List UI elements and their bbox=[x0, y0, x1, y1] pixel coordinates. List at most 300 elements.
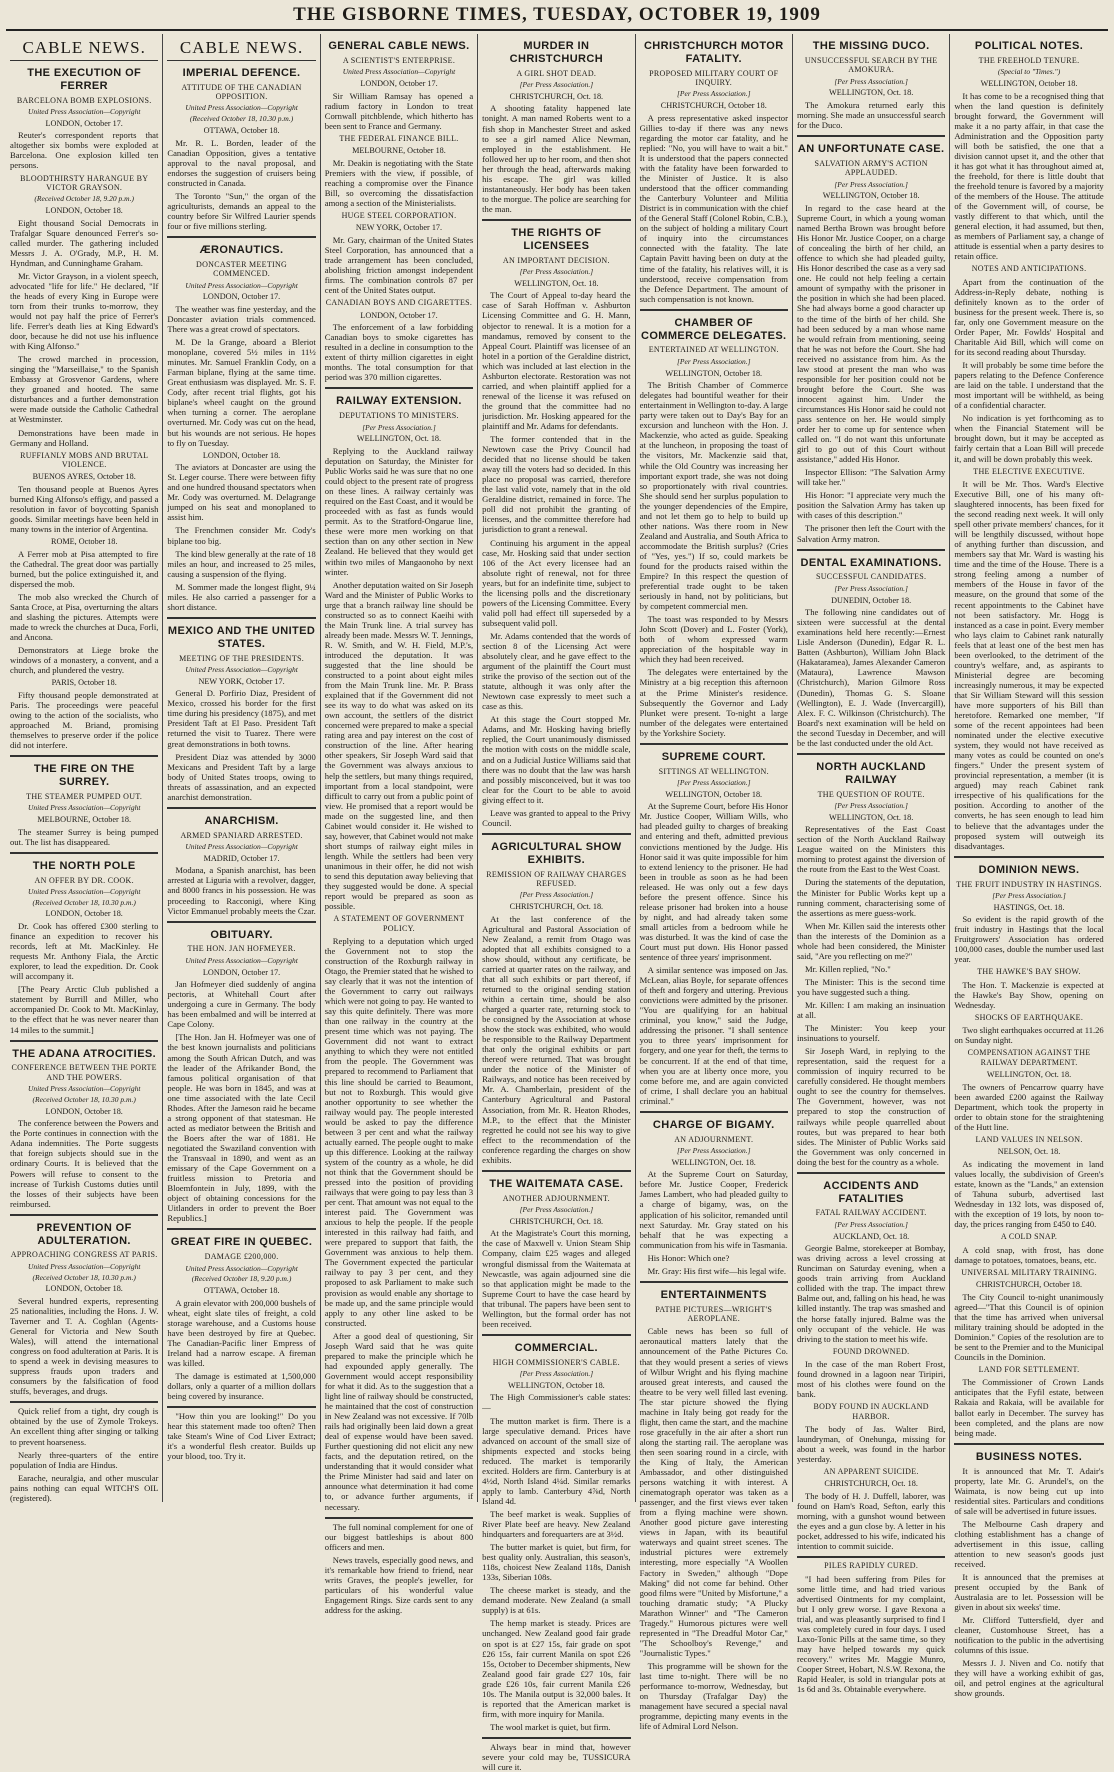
dateline: NEW YORK, October 17. bbox=[355, 223, 443, 233]
article-subhead: CONFERENCE BETWEEN THE PORTE AND THE POWERS. bbox=[11, 1063, 157, 1082]
dateline: WELLINGTON, Oct. 18. bbox=[829, 88, 914, 98]
article-paragraph: A similar sentence was imposed on Jas. McLean, alias Boyle, for separate offences of theft and forgery and uttering. Previous convictions were admitted by the prisoner. "You are qualifying for an habitual criminal, you know," said the Judge, addressing the prisoner. "I shall sentence you to three years' imprisonment for forgery, and one year for theft, the terms to be concurrent. If at the end of that time, when you are at liberty once more, you come before me, and are again convicted of crime, I shall declare you an habitual criminal." bbox=[639, 965, 788, 1106]
article-subhead: THE QUESTION OF ROUTE. bbox=[817, 789, 925, 799]
article-paragraph: The Melbourne Cash drapery and clothing establishment has a change of advertisement in this issue, calling attention to new season's goods just received. bbox=[954, 1518, 1104, 1569]
article-paragraph: Representatives of the East Coast section of the North Auckland Railway League waited on the Ministers this morning to protest against the diversion of the route from the East to the West Coast. bbox=[796, 824, 946, 875]
article-paragraph: Jan Hofmeyer died suddenly of angina pectoris, at Whitehall Court after undergoing a cure in Germany. The body has been embalmed and will be interred at Cape Colony. bbox=[167, 979, 316, 1030]
article-headline: AGRICULTURAL SHOW EXHIBITS. bbox=[491, 840, 622, 866]
article-subhead: LAND VALUES IN NELSON. bbox=[975, 1134, 1083, 1144]
article-paragraph: The body of H. J. Duffell, laborer, was found on Ham's Road, Sefton, early this morning, with a gunshot wound between the eyes and a gun close by. A letter in his pocket, addressed to his wife, indicated his intention to commit suicide. bbox=[796, 1491, 946, 1552]
article-subhead: RUFFIANLY MOBS AND BRUTAL VIOLENCE. bbox=[20, 450, 149, 469]
column-5 bbox=[636, 34, 793, 1732]
article-subhead: SITTINGS AT WELLINGTON. bbox=[658, 766, 769, 776]
dateline: WELLINGTON, Oct. 18. bbox=[671, 1157, 756, 1167]
article-paragraph: Several hundred experts, representing 25 nationalities, including the Hons. J. W. Taverner and T. A. Coghlan (Agents-General for Victoria and New South Wales), will attend the international congress on food adulteration at Paris. It is to spend a week in devising measures to suppress frauds upon traders and consumers by the falsification of food stuffs, beverages, and drugs. bbox=[10, 1295, 159, 1397]
dateline: CHRISTCHURCH, Oct. 18. bbox=[509, 1216, 604, 1226]
article-subhead: THE FEDERAL FINANCE BILL. bbox=[339, 133, 459, 143]
dateline: WELLINGTON, Oct. 18. bbox=[356, 434, 442, 444]
section-rule bbox=[482, 1170, 630, 1172]
article-subhead: ARMED SPANIARD ARRESTED. bbox=[180, 830, 303, 840]
article-headline: THE RIGHTS OF LICENSEES bbox=[511, 226, 602, 252]
dateline: CHRISTCHURCH, Oct. 18. bbox=[824, 1479, 918, 1489]
dateline: LONDON, October 17. bbox=[202, 967, 281, 977]
article-subhead: FATAL RAILWAY ACCIDENT. bbox=[815, 1208, 927, 1218]
dateline: LONDON, October 18. bbox=[202, 450, 281, 460]
article-subhead: SUCCESSFUL CANDIDATES. bbox=[815, 572, 927, 582]
article-headline: OBITUARY. bbox=[210, 928, 273, 941]
press-credit: [Per Press Association.] bbox=[834, 800, 908, 810]
article-headline: AN UNFORTUNATE CASE. bbox=[797, 143, 945, 156]
article-headline: ÆRONAUTICS. bbox=[199, 244, 284, 256]
article-paragraph: Two slight earthquakes occurred at 11.26 on Sunday night. bbox=[954, 1025, 1104, 1046]
article-paragraph: Inspector Ellison: "The Salvation Army will take her." bbox=[796, 467, 946, 488]
column-4 bbox=[478, 34, 635, 1772]
article-paragraph: The beef market is weak. Supplies of River Plate beef are heavy. New Zealand hindquarters and forequarters are at 3½d. bbox=[482, 1508, 631, 1540]
dateline: WELLINGTON, Oct. 18. bbox=[829, 812, 914, 822]
article-paragraph: Mr. Deakin is negotiating with the State Premiers with the view, if possible, of reaching a compromise over the Finance Bill, so overcoming the dissatisfaction among a section of the Ministerialists. bbox=[324, 157, 474, 208]
section-rule bbox=[797, 1556, 945, 1558]
article-subhead: COMPENSATION AGAINST THE RAILWAY DEPARTMENT. bbox=[967, 1048, 1091, 1067]
article-paragraph: The Frenchmen consider Mr. Cody's biplane too big. bbox=[167, 525, 316, 546]
section-rule bbox=[482, 833, 630, 835]
article-paragraph: The following nine candidates out of sixteen were successful at the dental examinations held here recently:—Ernest Lisle Anderson (Dunedin), Edgar R. L. Batten (Ashburton), William John Black (Hakataramea), James Alexander Cameron (Mataura), Lawrence Mawson (Christchurch), Marion Gilmore Ross (Dunedin), Thomas G. S. Sloane (Wellington), E. J. Wade (Invercargill), Alex. F. C. Wilkinson (Christchurch). The Board's next examination will be held on the second Tuesday in December, and will be the last conducted under the old Act. bbox=[796, 607, 946, 748]
article-subhead: PATHE PICTURES—WRIGHT'S AEROPLANE. bbox=[655, 1304, 773, 1324]
article-headline: SUPREME COURT. bbox=[661, 750, 766, 763]
article-paragraph: Demonstrators at Liege broke the windows of a monastery, a convent, and a church, and plundered the vestry. bbox=[10, 645, 159, 676]
article-subhead: AN APPARENT SUICIDE. bbox=[823, 1467, 919, 1477]
press-credit: United Press Association—Copyright bbox=[185, 280, 298, 290]
article-subhead: BODY FOUND IN AUCKLAND HARBOR. bbox=[813, 1402, 929, 1421]
article-paragraph: The conference between the Powers and the Porte continues in connection with the Adana indemnities. The Porte suggests that foreign subjects should sue in the ordinary Courts. It is believed that the Powers will refuse to consent to the increase of Turkish Customs duties until the losses of their subjects have been reimbursed. bbox=[10, 1118, 159, 1209]
dateline: ROME, October 18. bbox=[50, 537, 118, 547]
article-paragraph: The Minister: You keep your insinuations to yourself. bbox=[796, 1023, 946, 1044]
section-rule bbox=[167, 1228, 315, 1230]
dateline: LONDON, October 17. bbox=[360, 78, 438, 88]
article-subhead: THE FREEHOLD TENURE. bbox=[978, 55, 1080, 65]
article-paragraph: Sir Joseph Ward, in replying to the representation, said the request for a commission of inquiry recurred to be carefully considered. He thought members ought to see the country for themselves. The Government, however, was not prepared to stop the construction of railways while people quarrelled about routes, but was prepared to hear both sides. The Minister of Public Works said the Government was only concerned in doing the best for the country as a whole. bbox=[796, 1046, 946, 1167]
article-headline: BUSINESS NOTES. bbox=[975, 1450, 1083, 1463]
article-paragraph: A grain elevator with 200,000 bushels of wheat, eight slate tiles of freight, a cold storage warehouse, and a Customs house have been destroyed by fire at Quebec. The Canadian-Pacific liner Empress of Ireland had a narrow escape. A fireman was killed. bbox=[167, 1297, 316, 1368]
dateline: WELLINGTON, October 18. bbox=[665, 368, 763, 378]
article-headline: CHAMBER OF COMMERCE DELEGATES. bbox=[641, 316, 787, 342]
article-subhead: MEETING OF THE PRESIDENTS. bbox=[179, 653, 305, 663]
article-headline: THE MISSING DUCO. bbox=[812, 40, 930, 52]
press-credit: [Per Press Association.] bbox=[676, 89, 751, 99]
article-subhead: THE HON. JAN HOFMEYER. bbox=[187, 944, 296, 954]
press-credit: [Per Press Association.] bbox=[834, 179, 908, 189]
article-subhead: ENTERTAINED AT WELLINGTON. bbox=[648, 345, 779, 355]
masthead-rule bbox=[6, 29, 1108, 31]
article-subhead: DEPUTATIONS TO MINISTERS. bbox=[339, 411, 459, 421]
article-paragraph: The full nominal complement for one of our biggest battleships is about 800 officers and men. bbox=[324, 1521, 474, 1552]
masthead: THE GISBORNE TIMES, TUESDAY, OCTOBER 19, 1909 bbox=[293, 4, 821, 25]
article-paragraph: The Hon. T. Mackenzie is expected at the Hawke's Bay Show, opening on Wednesday. bbox=[954, 979, 1104, 1010]
press-credit: (Received October 18, 10.30 p.m.) bbox=[189, 114, 294, 124]
article-paragraph: Always bear in mind that, however severe your cold may be, TUSSICURA will cure it. bbox=[482, 1741, 631, 1772]
dateline: WELLINGTON, October 18. bbox=[980, 78, 1078, 88]
article-subhead: A SCIENTIST'S ENTERPRISE. bbox=[342, 55, 456, 65]
article-subhead: SHOCKS OF EARTHQUAKE. bbox=[974, 1012, 1084, 1022]
section-rule bbox=[797, 753, 945, 755]
article-paragraph: The mutton market is firm. There is a large speculative demand. Prices have advanced on account of the small size of shipments expected and stocks being reduced. The market is temporarily excited. Holders are firm. Canterbury is at 4½d, North Island 4¼d. Similar remarks apply to lamb. Canterbury 4⅞d, North Island 4d. bbox=[482, 1415, 631, 1506]
dateline: WELLINGTON, October 18. bbox=[508, 1380, 605, 1390]
press-credit: [Per Press Association.] bbox=[519, 80, 594, 90]
article-headline: ENTERTAINMENTS bbox=[660, 1288, 767, 1301]
section-rule bbox=[325, 387, 473, 389]
article-paragraph: The toast was responded to by Messrs John Scott (Dover) and L. Foster (York), both of whom expressed warm appreciation of the hospitable way in which they had been received. bbox=[639, 614, 788, 665]
article-paragraph: "How thin you are looking!" Do you hear this statement made too often? Then take Steam's Wine of Cod Liver Extract; it's a wonderful flesh creator. Builds up your blood, too. Try it. bbox=[167, 1411, 316, 1462]
article-subhead: LAND FOR SETTLEMENT. bbox=[978, 1365, 1080, 1374]
article-paragraph: The steamer Surrey is being pumped out. The list has disappeared. bbox=[10, 826, 159, 847]
article-paragraph: It will probably be some time before the papers relating to the Defence Conference are laid on the table. I understand that the most important will be withheld, as being of a confidential character. bbox=[954, 360, 1104, 411]
dateline: AUCKLAND, Oct. 18. bbox=[833, 1231, 910, 1241]
article-headline: THE ADANA ATROCITIES. bbox=[12, 1047, 157, 1060]
article-headline: MEXICO AND THE UNITED STATES. bbox=[167, 624, 316, 650]
dateline: WELLINGTON, Oct. 18. bbox=[986, 1070, 1072, 1080]
article-headline: THE NORTH POLE bbox=[32, 859, 136, 872]
dateline: NEW YORK, October 17. bbox=[198, 676, 285, 686]
press-credit: United Press Association—Copyright bbox=[27, 886, 141, 896]
article-paragraph: A press representative asked inspector Gillies to-day if there was any news regarding the motor car fatality, and he replied: "No, you will have to wait a bit." It is understood that the papers connected with the fatality have been forwarded to the Minister of Justice. It is also understood that the officer commanding the Canterbury Volunteer and Militia District is in communication with the chief of the General Staff (Colonel Robin, C.B.), on the subject of holding a military Court of inquiry into the circumstances connected with the fatality. The late Captain Pavitt having been on duty at the time of the fatality, his relatives will, it is understood, receive compensation from the Defence Department. The amount of such compensation is not known. bbox=[639, 112, 788, 304]
article-paragraph: Quick relief from a tight, dry cough is obtained by the use of Zymole Trokeys. An excellent thing after singing or talking to prevent hoarseness. bbox=[10, 1406, 159, 1447]
article-paragraph: It will be Mr. Thos. Ward's Elective Executive Bill, one of his many oft-slaughtered innocents, has been fixed for the second reading next week. It will only spell other private members' chances, for it will be lengthily discussed, without hope of anything further than discussion, and members say that Mr. Ward is wasting his time and the time of the House. There is a strong feeling among a number of members of the House in favor of the measure, on the ground that some of the recent appointments to the Cabinet have not been satisfactory. Mr. Hogg is instanced as a case in point. Every member who lays claim to Cabinet rank naturally feels that at least one of the best men has been overlooked, to the detriment of the country's welfare, and, as aspirants to Ministerial degree are becoming increasingly numerous, it may be expected that Sir William Steward will this session have more supporters of his Bill than heretofore. Remarked one member, "If some of the recent appointees had been nominated under the elective executive system, they would not have received as many votes as could be counted on one's fingers." Under the present system of provincial representation, a member (it is argued) may reach Cabinet rank irrespective of his qualifications for the position. According to another of the converts, he has seen enough to lead him to believe that the advantages under the proposed system will outweigh its disadvantages. bbox=[954, 478, 1104, 851]
article-paragraph: This programme will be shown for the last time to-night. There will be no performance to-morrow, Wednesday, but on Thursday (Trafalgar Day) the management have secured a special naval programme, depicting many events in the life of Admiral Lord Nelson. bbox=[639, 1660, 788, 1732]
article-subhead: A GIRL SHOT DEAD. bbox=[516, 68, 597, 78]
press-credit: [Per Press Association.] bbox=[519, 1369, 594, 1379]
article-paragraph: The aviators at Doncaster are using the St. Leger course. There were between fifty and one hundred thousand spectators when Mr. Cody was overturned. M. Delagrange jumped on his seat and monoplaned to assist him. bbox=[167, 462, 316, 523]
dateline: MELBOURNE, October 18. bbox=[352, 146, 446, 156]
press-credit: United Press Association—Copyright bbox=[185, 1263, 298, 1273]
press-credit: [Per Press Association.] bbox=[834, 1219, 908, 1229]
article-paragraph: A cold snap, with frost, has done damage to potatoes, tomatoes, beans, etc. bbox=[954, 1244, 1104, 1265]
article-headline: RAILWAY EXTENSION. bbox=[336, 395, 462, 408]
dateline: CHRISTCHURCH, October 18. bbox=[976, 1280, 1083, 1290]
article-paragraph: A shooting fatality happened late tonight. A man named Roberts went to a fish shop in Manchester Street and asked to see a girl named Alice Newman, employed in the establishment. He followed her up to her room, and then shot her through the head, afterwards making his escape. The girl was killed instantaneously. Her body has been taken to the morgue. The police are searching for the man. bbox=[482, 103, 631, 214]
article-subhead: APPROACHING CONGRESS AT PARIS. bbox=[10, 1250, 158, 1260]
section-rule bbox=[167, 807, 315, 809]
section-rule bbox=[954, 856, 1103, 858]
dateline: LONDON, October 17. bbox=[45, 118, 123, 128]
article-subhead: THE FRUIT INDUSTRY IN HASTINGS. bbox=[956, 879, 1102, 889]
dateline: CHRISTCHURCH, Oct. 18. bbox=[509, 91, 604, 101]
press-credit: United Press Association—Copyright bbox=[185, 842, 298, 852]
article-headline: THE FIRE ON THE SURREY. bbox=[33, 763, 135, 789]
article-subhead: UNSUCCESSFUL SEARCH BY THE AMOKURA. bbox=[804, 55, 938, 75]
article-paragraph: His Honor: Which one? bbox=[647, 1252, 730, 1263]
press-credit: [Per Press Association.] bbox=[992, 890, 1066, 900]
article-subhead: DONCASTER MEETING COMMENCED. bbox=[196, 259, 288, 279]
article-subhead: THE STEAMER PUMPED OUT. bbox=[26, 791, 143, 801]
press-credit: (Received October 18, 10.30 p.m.) bbox=[32, 897, 136, 907]
article-paragraph: Earache, neuralgia, and other muscular pains nothing can equal WITCH'S OIL (registered). bbox=[10, 1472, 159, 1503]
press-credit: [Per Press Association.] bbox=[676, 777, 751, 787]
dateline: LONDON, October 17. bbox=[360, 310, 438, 320]
article-headline: CHARGE OF BIGAMY. bbox=[652, 1118, 775, 1131]
dateline: PARIS, October 18. bbox=[51, 678, 117, 688]
article-paragraph: "I had been suffering from Piles for some little time, and had tried various advertised Ointments for my complaint, but I only grew worse. I gave Rexona a trial, and was pleasantly surprised to find I was completely cured in four days. I used Laxo-Tonic Pills at the same time, so they may have helped towards my quick recovery." writes Mr. Maggie Munro, Cooper Street, Hobart, N.S.W. Rexona, the Rapid Healer, is sold in triangular pots at 1s 6d and 3s. Obtainable everywhere. bbox=[796, 1573, 946, 1695]
section-rule bbox=[167, 921, 315, 923]
article-paragraph: Dr. Cook has offered £300 sterling to finance an expedition to recover his records, left at Mt. MacKinley. He requests Mr. Anthony Fiala, the Arctic explorer, to lead the expedition. Dr. Cook will accompany it. bbox=[10, 921, 159, 982]
article-paragraph: Reuter's correspondent reports that altogether six bombs were exploded at Barcelona. One explosion killed ten persons. bbox=[10, 130, 159, 171]
article-paragraph: M. De la Grange, aboard a Bleriot monoplane, covered 5½ miles in 11½ minutes. Mr. Samuel Franklin Cody, on a Farman biplane, flying at the same time. Great enthusiasm was displayed. Mr. S. F. Cody, after recent trial flights, got his biplane's wheel caught on the ground when turning a corner. The aeroplane overturned. Mr. Cody was cut on the head, but his wounds are not serious. He hopes to fly on Tuesday. bbox=[167, 337, 316, 448]
article-paragraph: The Commissioner of Crown Lands anticipates that the Fyfil estate, between Rakaia and Rakaia, will be available for ballot early in December. The survey has been completed, and the plans are now being made. bbox=[954, 1377, 1104, 1438]
article-paragraph: Mr. R. L. Borden, leader of the Canadian Opposition, gives a tentative approval to the naval proposal, and endorses the suggestion of cruisers being constructed in Canada. bbox=[167, 137, 316, 188]
section-rule bbox=[797, 135, 945, 137]
article-subhead: SALVATION ARMY'S ACTION APPLAUDED. bbox=[814, 158, 928, 178]
article-paragraph: Mr. Killen replied, "No." bbox=[804, 963, 891, 974]
columns bbox=[6, 34, 1108, 1772]
article-paragraph: Ten thousand people at Buenos Ayres burned King Alfonso's effigy, and passed a resolution in favor of boycotting Spanish goods. Similar meetings have been held in many towns in the interior of Argentina. bbox=[10, 483, 159, 535]
press-credit: [Per Press Association.] bbox=[519, 267, 594, 277]
article-subhead: AN IMPORTANT DECISION. bbox=[502, 255, 610, 265]
section-rule bbox=[167, 617, 315, 619]
press-credit: [Per Press Association.] bbox=[519, 890, 594, 900]
article-headline: THE EXECUTION OF FERRER bbox=[27, 66, 142, 92]
article-paragraph: Mr. Victor Grayson, in a violent speech, advocated "life for life." He declared, "If the heads of every King in Europe were torn from their trunks to-morrow, they would not pay half the price of Ferrer's life. Ferrer's death lies at King Edward's door, because he did not use his influence with King Alfonso." bbox=[10, 270, 159, 352]
article-headline: POLITICAL NOTES. bbox=[974, 40, 1084, 52]
article-subhead: A COLD SNAP. bbox=[1000, 1232, 1058, 1242]
press-credit: United Press Association—Copyright bbox=[27, 1084, 141, 1094]
article-subhead: HUGE STEEL CORPORATION. bbox=[341, 210, 457, 220]
article-headline: ACCIDENTS AND FATALITIES bbox=[823, 1179, 920, 1205]
section-rule bbox=[954, 1443, 1103, 1445]
section-banner: CABLE NEWS. bbox=[167, 38, 315, 61]
article-paragraph: No indication is yet forthcoming as to when the Financial Statement will be brought down, but it may be accepted as fairly certain that a Loan Bill will precede it, and will be down probably this week. bbox=[954, 413, 1104, 464]
column-3 bbox=[321, 34, 478, 1615]
article-headline: THE WAITEMATA CASE. bbox=[489, 1177, 624, 1190]
article-subhead: REMISSION OF RAILWAY CHARGES REFUSED. bbox=[486, 869, 627, 888]
dateline: MELBOURNE, October 18. bbox=[37, 815, 132, 825]
article-paragraph: It has come to be a recognised thing that when the land question is definitely brought forward, the Government will make it a no party affair, in that case the Administration and the Opposition party will both be satisfied, the one that a division cannot upset it, and the other that it has got what it has throughout aimed at, the freehold, for there is little doubt that the freehold tenure is favored by a majority of the members of the House. The attitude of the Government will, of course, be vastly different to that which, until the general election, it had assumed, but then, as members of Parliament say, a change of attitude is essential when a party desires to retain office. bbox=[954, 90, 1104, 262]
article-subhead: AN OFFER BY DR. COOK. bbox=[34, 875, 134, 885]
dateline: LONDON, October 17. bbox=[202, 292, 281, 302]
article-paragraph: Sir William Ramsay has opened a radium factory in London to treat Cornwall pitchblende, which hitherto has been sent to France and Germany. bbox=[324, 90, 474, 131]
article-headline: CHRISTCHURCH MOTOR FATALITY. bbox=[643, 40, 784, 65]
press-credit: United Press Association—Copyright bbox=[185, 664, 298, 674]
article-paragraph: The former contended that in the Newtown case the Privy Council had decided that no license should be taken away till the voters had so decided. In this place no proposal was carried, therefore the last valid vote, namely that in the old Geraldine district, remained in force. The poll did not prohibit the granting of licenses, and the committee therefore had jurisdiction to grant a renewal. bbox=[482, 434, 631, 535]
article-paragraph: The kind blew generally at the rate of 18 miles an hour, and increased to 25 miles, causing a suspension of the flying. bbox=[167, 548, 316, 579]
section-rule bbox=[797, 1172, 945, 1174]
dateline: HASTINGS, Oct. 18. bbox=[993, 902, 1065, 912]
dateline: LONDON, October 18. bbox=[45, 1106, 123, 1116]
article-paragraph: Replying to the Auckland railway deputation on Saturday, the Minister for Public Works said he was sure that no one could object to the present rate of progress on these lines. A railway certainly was required on the East Coast, and it would be proceeded with as fast as funds would permit. As to the Stratford-Ongarue line, these were more men working on that section than on any other section in New Zealand. He believed that they would get within two miles of Mangaonoho by next winter. bbox=[324, 446, 474, 577]
article-paragraph: Demonstrations have been made in Germany and Holland. bbox=[10, 427, 159, 448]
article-paragraph: The Toronto "Sun," the organ of the agriculturists, demands an appeal to the country before Sir Wilfred Laurier spends four or five millions sterling. bbox=[167, 190, 316, 231]
section-rule bbox=[325, 1517, 473, 1519]
article-subhead: UNIVERSAL MILITARY TRAINING. bbox=[961, 1267, 1097, 1277]
article-headline: PREVENTION OF ADULTERATION. bbox=[36, 1221, 132, 1247]
dateline: OTTAWA, October 18. bbox=[203, 1286, 280, 1296]
press-credit: [Per Press Association.] bbox=[676, 356, 751, 366]
article-subhead: CANADIAN BOYS AND CIGARETTES. bbox=[325, 298, 473, 308]
article-paragraph: So evident is the rapid growth of the fruit industry in Hastings that the local Fruitgrowers' Association has ordered 100,000 cases, double the number used last year. bbox=[954, 914, 1104, 965]
article-headline: ANARCHISM. bbox=[204, 814, 279, 827]
article-paragraph: The prisoner then left the Court with the Salvation Army matron. bbox=[796, 523, 946, 544]
article-paragraph: In the case of the man Robert Frost, found drowned in a lagoon near Tiripiri, most of his clothes were found on the bank. bbox=[796, 1359, 946, 1400]
article-paragraph: In regard to the case heard at the Supreme Court, in which a young woman named Bertha Brown was brought before His Honor Mr. Justice Cooper, on a charge of concealing the birth of her child, an offence to which she had pleaded guilty, His Honor described the case as a very sad one. He could not help feeling a certain amount of sympathy with the prisoner in the position in which she had been placed. She had always borne a good character up to the time of the birth of her child. She had been seduced by a man whose name he would refrain from mentioning, seeing that he was not before the Court. She had received no assistance from him. As the law stood at present the man who was responsible for her position could not be brought before the Court. She was innocent against him. Under the circumstances His Honor said he could not pass sentence on her. He would simply order her to come up for sentence when called on. "I do not want this unfortunate girl to go out of this Court without assistance," added His Honor. bbox=[796, 203, 946, 465]
press-credit: (Received October 18, 10.30 p.m.) bbox=[32, 1094, 136, 1104]
article-subhead: THE ELECTIVE EXECUTIVE. bbox=[973, 466, 1085, 476]
article-paragraph: The delegates were entertained by the Ministry at a big reception this afternoon at the Prime Minister's residence. Subsequently the Governor and Lady Plunket were present. To-night a large number of the delegates were entertained by the Yorkshire Society. bbox=[639, 667, 788, 738]
article-subhead: PROPOSED MILITARY COURT OF INQUIRY. bbox=[649, 68, 779, 88]
article-paragraph: Replying to a deputation which urged the Government not to stop the construction of the Roxburgh railway in Otago, the Premier stated that he wished to say clearly that it was not the intention of the Government to carry out railways which were not going to pay. He wanted to say this quite definitely. There was more than one railway in the country at the present time which was not paying. The Government did not want to extract anything to which they were not entitled from the people. The Government was prepared to recommend to Parliament that this line should be carried to Beaumont, but not to Roxburgh. This would give another opportunity to see whether the railway would pay. The people interested would be asked to pay the difference between 3 per cent and what the railway actually earned. The people ought to make up this difference. Looking at the railway system of the country as a whole, he did not think that the Government should be pressed into the position of providing railways that were going to pay less than 3 per cent. That amount was not equal to the interest paid. The Government was anxious to help the people. If the people interested in this railway had faith, and were prepared to support that faith, the Government was anxious to help them. The Government expected the particular railway to pay 3 per cent, and they proposed to ask Parliament to make such provision as would enable any shortage to be made up, and the same principle would apply to any other line asked to be constructed. bbox=[324, 935, 474, 1328]
press-credit: [Per Press Association.] bbox=[834, 76, 908, 86]
article-paragraph: Modana, a Spanish anarchist, has been arrested at Liguria with a revolver, dagger, and 8000 francs in his possession. He was proceeding to Racconigi, where King Victor Emmanuel probably meets the Czar. bbox=[167, 865, 316, 916]
section-rule bbox=[167, 1406, 315, 1408]
section-rule bbox=[640, 743, 788, 745]
dateline: LONDON, October 18. bbox=[45, 909, 123, 919]
article-paragraph: Continuing his argument in the appeal case, Mr. Hosking said that under section 106 of the Act every licensee had an absolute right of renewal, not for three years, but for an indefinite time, subject to the licensing polls and the discretionary powers of the Licensing Committee. Every valid poll had effect till superseded by a subsequent valid poll. bbox=[482, 537, 631, 628]
article-paragraph: Cable news has been so full of aeronautical matters lately that the announcement of the Pathe Pictures Co. that they would present a series of views of Wilbur Wright and his flying machine aroused great interests, and caused the theatre to be very well filled last evening. The star picture showed the flying machine in Italy being got ready for the flight, then came the start, and the machine rose gracefully in the air after a short run along the starting rail. The aeroplane was then seen soaring round in a circle, with the King of Italy, the American Ambassador, and other distinguished persons watching it with interest. A cinematograph operator was taken as a passenger, and the first views ever taken from a flying machine were shown. Another good picture gave interesting views in Japan, with its beautiful waterways and quaint street scenes. The industrial pictures were extremely interesting, more especially "A Woollen Factory in Sweden," although "Dope Making" did not come far behind. Other good films were "United by Misfortune," a touching dramatic study; "A Plucky Marathon Winner" and "The Cameron Tragedy." Humorous pictures were well represented in "The Dreadful Motor Car," "The Schoolboy's Revenge," and "Journalistic Types." bbox=[639, 1326, 788, 1658]
section-banner: CABLE NEWS. bbox=[10, 38, 158, 61]
press-credit: United Press Association—Copyright bbox=[27, 803, 141, 813]
article-headline: GENERAL CABLE NEWS. bbox=[328, 40, 470, 52]
article-subhead: DAMAGE £200,000. bbox=[204, 1252, 279, 1262]
article-paragraph: The British Chamber of Commerce delegates had bountiful weather for their entertainment in Wellington to-day. A large party were taken out to Day's Bay for an excursion and luncheon with the Hon. J. Mackenzie, who acted as guide. Speaking at the luncheon, in proposing the toast of the visitors, Mr. Mackenzie said that, while the Old Country was increasing her important export trade, she was not doing so proportionately with rival countries. She should send her surplus population to the younger dependencies of the Empire, and not let them go to help to build up other nations. Was there room in New Zealand and Australia, and South Africa to accommodate the British surplus? (Cries of "Yes, yes.") If so, could markets be found for the products raised within the Empire? In this respect the question of preferential trade ought to be taken seriously in hand, not by politicians, but by competent commercial men. bbox=[639, 380, 788, 612]
section-rule bbox=[10, 1214, 158, 1216]
dateline: OTTAWA, October 18. bbox=[203, 125, 280, 135]
dateline: LONDON, October 18. bbox=[45, 1284, 123, 1294]
section-rule bbox=[10, 1040, 158, 1042]
column-1 bbox=[6, 34, 163, 1502]
article-paragraph: The Minister: This is the second time you have suggested such a thing. bbox=[796, 976, 946, 997]
article-headline: GREAT FIRE IN QUEBEC. bbox=[170, 1236, 313, 1249]
dateline: WELLINGTON, Oct. 18. bbox=[514, 278, 599, 288]
article-subhead: HIGH COMMISSIONER'S CABLE. bbox=[492, 1357, 620, 1367]
article-paragraph: His Honor: "I appreciate very much the position the Salvation Army has taken up with cases of this description." bbox=[796, 490, 946, 521]
article-paragraph: The damage is estimated at 1,500,000 dollars, only a quarter of a million dollars being covered by insurance. bbox=[167, 1370, 316, 1402]
article-paragraph: Mr. Gary, chairman of the United States Steel Corporation, has announced that a trade arrangement has been concluded, abolishing friction amongst independent firms. The combination controls 87 per cent of the United States output. bbox=[324, 234, 474, 296]
section-rule bbox=[482, 219, 630, 221]
press-credit: (Received October 18, 10.30 p.m.) bbox=[32, 1272, 136, 1282]
article-subhead: A STATEMENT OF GOVERNMENT POLICY. bbox=[333, 914, 465, 933]
article-paragraph: The owners of Pencarrow quarry have been awarded £200 against the Railway Department, which took the property in order to obtain stone for the straightening of the Hutt line. bbox=[954, 1081, 1104, 1132]
article-subhead: ANOTHER ADJOURNMENT. bbox=[502, 1193, 610, 1203]
press-credit: (Special to "Times.") bbox=[997, 67, 1061, 77]
article-paragraph: The hemp market is steady. Prices are unchanged. New Zealand good fair grade on spot is at £27 15s, fair grade on spot £26 15s, fair current Manila on spot £26 15s, October to December shipments, New Zealand good fair grade £27 10s, fair grade £26 10s, fair current Manila £26 10s. The Manila output is 32,000 bales. It is reported that the American market is firm, with more inquiry for Manila. bbox=[482, 1618, 631, 1719]
press-credit: United Press Association—Copyright bbox=[342, 67, 456, 77]
article-paragraph: Georgie Balme, storekeeper at Bombay, was driving across a level crossing at Runciman on Saturday evening, when a goods train arriving from Auckland collided with the trap. The impact threw Balme out, and, falling on his head, he was killed instantly. The trap was smashed and the horse fatally injured. Balme was the only occupant of the vehicle. He was driving to the station to meet his wife. bbox=[796, 1243, 946, 1344]
article-paragraph: It is announced that Mr. T. Adair's property, late Mr. G. Arundel's, on the Waimata, is now being cut up into residential sites. Particulars and conditions of sale will be advertised in future issues. bbox=[954, 1465, 1104, 1516]
dateline: NELSON, Oct. 18. bbox=[997, 1147, 1061, 1157]
article-paragraph: The butter market is quiet, but firm, for best quality only. Australian, this season's, 118s, choicest New Zealand 118s, Danish 133s, Siberian 108s. bbox=[482, 1542, 631, 1583]
article-paragraph: The cheese market is steady, and the demand moderate. New Zealand (a small supply) is at 61s. bbox=[482, 1585, 631, 1616]
section-rule bbox=[640, 1111, 788, 1113]
article-paragraph: Mr. Adams contended that the words of section 8 of the Licensing Act were absolutely clear, and he gave effect to the argument of the plaintiff the Court must strike the proviso of the section out of the statute, although it was only after the Newtown case expressly to meet such a case as this. bbox=[482, 630, 631, 712]
article-paragraph: At the Magistrate's Court this morning, the case of Maxwell v. Union Steam Ship Company, claim £25 wages and alleged wrongful dismissal from the Waitemata at Newcastle, was again adjourned sine die so that application might be made to the Supreme Court to have the case heard by that tribunal. The papers have been sent to Wellington, but the formal order has not been received. bbox=[482, 1228, 631, 1329]
column-6 bbox=[793, 34, 950, 1695]
article-paragraph: Mr. Killen: I am making an insinuation at all. bbox=[796, 999, 946, 1021]
column-7 bbox=[950, 34, 1107, 1699]
article-headline: NORTH AUCKLAND RAILWAY bbox=[816, 760, 926, 786]
article-paragraph: The enforcement of a law forbidding Canadian boys to smoke cigarettes has resulted in a decline in consumption to the extent of thirty million cigarettes in eight months. The total consumption for that period was 370 million cigarettes. bbox=[324, 322, 474, 383]
article-headline: DOMINION NEWS. bbox=[978, 863, 1080, 876]
article-paragraph: The Court of Appeal to-day heard the case of Sarah Hoffman v. Ashburton Licensing Committee and G. H. Mann, objector to renewal. It is a motion for a mandamus, removed by consent to the Appeal Court. Plaintiff was licensee of an hotel in a portion of the Geraldine district, which was included at last election in the Ashburton electorate. Restoration was not carried, and when plaintiff applied for a renewal of the license it was refused on the ground that the committee had no jurisdiction. Mr. Hosking appeared for the plaintiff and Mr. Adams for defendants. bbox=[482, 290, 631, 431]
article-paragraph: At the last conference of the Agricultural and Pastoral Association of New Zealand, a remit from Otago was adopted that all exhibits consigned to a show should, without any certificate, be carried at quarter rates on the railway, and that all such exhibits or part thereof, if returned to the original sending station within a certain time, should be also charged a quarter rate, returning stock to be consigned by the Association at whose show the stock was exhibited, who would be responsible to the Railway Department that only the original exhibits or part thereof were returned. That was brought under the notice of the Minister of Railways, and notice has been received by Mr. A. Chamberlain, president of the Canterbury Agricultural and Pastoral Association, from Mr. R. Heaton Rhodes, M.P., to the effect that the Minister regretted he could not see his way to give effect to the recommendation of the conference regarding the charges on show exhibits. bbox=[482, 913, 631, 1165]
section-rule bbox=[167, 236, 315, 238]
press-credit: [Per Press Association.] bbox=[834, 583, 908, 593]
dateline: LONDON, October 18. bbox=[45, 205, 123, 215]
article-paragraph: [The Hon. Jan H. Hofmeyer was one of the best known journalists and politicians among the South African Dutch, and was the leader of the Afrikander Bond, the famous political organisation of that people. He was born in 1845, and was at one time associated with the late Cecil Rhodes. After the Jameson raid he became a strong opponent of that statesman. He acted as mediator between the British and the Boers after the war of 1881. He negotiated the Swaziland convention with the Transvaal in 1890, and went as an emissary of the Cape Government on a fruitless mission to Pretoria and Bloemfontein in July, 1899, with the object of obtaining concessions for the Uitlanders in order to prevent the Boer Republics.] bbox=[167, 1032, 316, 1224]
article-paragraph: Nearly three-quarters of the entire population of India are Hindus. bbox=[10, 1449, 159, 1470]
article-paragraph: General D. Porfirio Diaz, President of Mexico, crossed his border for the first time during his presidency (1875), and met President Taft at El Paso. President Taft returned the visit to Tuarez. There were great demonstrations in both towns. bbox=[167, 688, 316, 749]
article-paragraph: At the Supreme Court, before His Honor Mr. Justice Cooper, William Wills, who had pleaded guilty to charges of breaking and entering and theft, admitted previous convictions mentioned by the Judge. His Honor said it was quite impossible for him to extend leniency to the prisoner. He had been in trouble as soon as he had been released. He was only out a few days before the present offence. Since his release prisoner had broken into a house by night, and had already taken some small articles from a bedroom while he was disturbed. It was the kind of case the Court must put down. His Honor passed sentence of three years' imprisonment. bbox=[639, 801, 788, 963]
dateline: DUNEDIN, October 18. bbox=[831, 595, 912, 605]
article-subhead: ATTITUDE OF THE CANADIAN OPPOSITION. bbox=[181, 82, 302, 102]
dateline: WELLINGTON, October 18. bbox=[665, 789, 763, 799]
article-paragraph: The High Commissioner's cable states:— bbox=[482, 1392, 631, 1413]
article-headline: DENTAL EXAMINATIONS. bbox=[800, 556, 942, 569]
article-paragraph: Messrs J. J. Niven and Co. notify that they will have a working exhibit of gas, oil, and petrol engines at the agricultural show grounds. bbox=[954, 1658, 1104, 1699]
article-paragraph: Apart from the continuation of the Address-in-Reply debate, nothing is definitely known as to the order of business for the present week. There is, so far, only one Government measure on the Order Paper, Mr. Fowlds' Hospital and Charitable Aid Bill, which will come on for its second reading about Thursday. bbox=[954, 276, 1104, 358]
article-paragraph: The mob also wrecked the Church of Santa Croce, at Pisa, overturning the altars and slashing the pictures. Attempts were made to wreck the churches at Duca, Forli, and Ancona. bbox=[10, 591, 159, 643]
press-credit: [Per Press Association.] bbox=[519, 1205, 594, 1215]
press-credit: United Press Association—Copyright bbox=[27, 1261, 141, 1271]
press-credit: [Per Press Association.] bbox=[362, 422, 436, 432]
article-paragraph: The wool market is quiet, but firm. bbox=[490, 1721, 611, 1732]
section-rule bbox=[797, 549, 945, 551]
article-subhead: AN ADJOURNMENT. bbox=[674, 1134, 754, 1144]
article-paragraph: News travels, especially good news, and it's remarkable how friend to friend, near writs Graves, the people's jeweller, for particulars of his wonderful value Engagement Rings. Size cards sent to any address for the asking. bbox=[324, 1554, 474, 1615]
section-rule bbox=[10, 1401, 158, 1403]
dateline: MADRID, October 17. bbox=[203, 853, 280, 863]
press-credit: (Received October 18, 9.20 p.m.) bbox=[191, 1274, 292, 1284]
article-paragraph: The Amokura returned early this morning. She made an unsuccessful search for the Duco. bbox=[796, 99, 946, 131]
article-headline: IMPERIAL DEFENCE. bbox=[182, 66, 301, 79]
dateline: CHRISTCHURCH, October 18. bbox=[660, 101, 767, 111]
article-paragraph: The body of Jas. Walter Bird, laundryman, of Onehunga, missing for about a week, was found in the harbor yesterday. bbox=[796, 1423, 946, 1465]
article-paragraph: Leave was granted to appeal to the Privy Council. bbox=[482, 807, 631, 828]
article-paragraph: At this stage the Court stopped Mr. Adams, and Mr. Hosking having briefly replied, the Court unanimously dismissed the motion with costs on the middle scale, and on a Judicial Justice Williams said that there was no doubt that the law was harsh and possibly misconceived, but it was too clear for the Court to be able to avoid giving effect to it. bbox=[482, 714, 631, 805]
article-headline: COMMERCIAL. bbox=[514, 1341, 598, 1354]
article-paragraph: At the Supreme Court on Saturday, before Mr. Justice Cooper, Frederick James Lambert, who had pleaded guilty to a charge of bigamy, was, on the application of his solicitor, remanded until next Saturday. Mr. Gray stated on his behalf that he was expecting a communication from his wife in Tasmania. bbox=[639, 1169, 788, 1250]
article-paragraph: The crowd marched in procession, singing the "Marseillaise," to the Spanish Embassy at Grosvenor Gardens, where they groaned and hooted. The same disturbances and a further demonstration were made outside the Catholic Cathedral at Westminster. bbox=[10, 354, 159, 425]
article-paragraph: [The Peary Arctic Club published a statement by Burrill and Miller, who accompanied Dr. Cook to Mt. MacKinlay, to the effect that he was never nearer than 14 miles to the summit.] bbox=[10, 984, 159, 1035]
section-rule bbox=[10, 852, 158, 854]
article-subhead: THE HAWKE'S BAY SHOW. bbox=[977, 967, 1081, 977]
article-paragraph: The weather was fine yesterday, and the Doncaster aviation trials commenced. There was a great crowd of spectators. bbox=[167, 303, 316, 335]
dateline: CHRISTCHURCH, Oct. 18. bbox=[509, 902, 604, 912]
press-credit: United Press Association—Copyright bbox=[27, 106, 141, 116]
article-subhead: NOTES AND ANTICIPATIONS. bbox=[971, 264, 1087, 274]
press-credit: United Press Association—Copyright bbox=[185, 103, 298, 113]
column-2 bbox=[163, 34, 320, 1502]
article-paragraph: Another deputation waited on Sir Joseph Ward and the Minister of Public Works to urge that a branch railway line should be constructed so as to connect Kaeihi with the Main Trunk line. A trial survey has already been made. Messrs W. T. Jennings, R. W. Smith, and W. H. Field, M.P.'s, introduced the deputation. It was suggested that the line should be constructed to a point about eight miles from the Main Trunk line. Mr. P. Brass explained that if the Government did not see its way to do what was asked on its own account, the settlers of the district concerned were prepared to make a special rating area and pay interest on the cost of construction of the line. After hearing other speakers, Sir Joseph Ward said that the Government was always anxious to help the settlers, but many things required, important from a local standpoint, were difficult to carry out from a public point of view. He promised that a report would be made on the suggested line, and then Cabinet would consider it. He wished to say, however, that Cabinet would not make short stumps of railway eight miles in length. While the settlers had been very unanimous in their offer, he did not wish to send this deputation away believing that they suggested would be done. A special report would be prepared as soon as possible. bbox=[324, 579, 474, 912]
section-rule bbox=[482, 1737, 630, 1739]
press-credit: (Received October 18, 9.20 p.m.) bbox=[34, 194, 134, 204]
section-rule bbox=[10, 755, 158, 757]
press-credit: United Press Association—Copyright bbox=[185, 955, 298, 965]
article-subhead: BLOODTHIRSTY HARANGUE BY VICTOR GRAYSON. bbox=[20, 173, 149, 192]
article-paragraph: Eight thousand Social Democrats in Trafalgar Square denounced Ferrer's so-called murder. The gathering included Messrs J. A. O'Grady, M.P., H. M. Hyndman, and Cunninghame Graham. bbox=[10, 217, 159, 268]
article-paragraph: During the statements of the deputation, the Minister for Public Works kept up a running comment, characterising some of the assertions as mere guess-work. bbox=[796, 877, 946, 918]
article-paragraph: Mr. Gray: His first wife—his legal wife. bbox=[647, 1265, 786, 1276]
dateline: BUENOS AYRES, October 18. bbox=[32, 472, 136, 482]
article-paragraph: M. Sommer made the longest flight, 9¼ miles. He also carried a passenger for a short distance. bbox=[167, 581, 316, 612]
article-subhead: BARCELONA BOMB EXPLOSIONS. bbox=[16, 95, 152, 105]
section-rule bbox=[640, 1281, 788, 1283]
article-paragraph: As indicating the movement in land values locally, the subdivision of Green's estate, known as the "Lands," an extension of Tahuna suburb, advertised last Wednesday in 132 lots, was disposed of, with the exception of 19 lots, by noon to-day, the prices ranging from £450 to £40. bbox=[954, 1158, 1104, 1230]
press-credit: [Per Press Association.] bbox=[676, 1145, 751, 1155]
article-subhead: PILES RAPIDLY CURED. bbox=[824, 1561, 919, 1571]
dateline: WELLINGTON, October 18. bbox=[822, 191, 920, 201]
article-paragraph: The City Council to-night unanimously agreed—"That this Council is of opinion that the time has arrived when universal military training should be adopted in the Dominion." Copies of the resolution are to be sent to the Premier and to the Municipal Councils in the Dominion. bbox=[954, 1291, 1104, 1362]
article-headline: MURDER IN CHRISTCHURCH bbox=[509, 40, 604, 65]
article-paragraph: It is announced that the premises at present occupied by the Bank of Australasia are to let. Possession will be given in about six weeks' time. bbox=[954, 1571, 1104, 1613]
section-rule bbox=[482, 1334, 630, 1336]
article-paragraph: Mr. Clifford Tuttersfield, dyer and cleaner, Customhouse Street, has a notification to the public in the advertising columns of this issue. bbox=[954, 1615, 1104, 1656]
article-paragraph: After a good deal of questioning, Sir Joseph Ward said that he was quite prepared to make the principle which he had expounded apply generally. The Government would accept responsibility for what it did. As to the suggestion that a light line of railway should be constructed, he maintained that the cost of construction in New Zealand was not excessive. If 70lb rails had originally been laid down a great deal of expense would have been saved. Further questioning did not elicit any new facts, and the deputation retired, on the understanding that it would consider what the Prime Minister had said and later on announce what determination it had come to, or advance further arguments, if necessary. bbox=[324, 1330, 474, 1512]
